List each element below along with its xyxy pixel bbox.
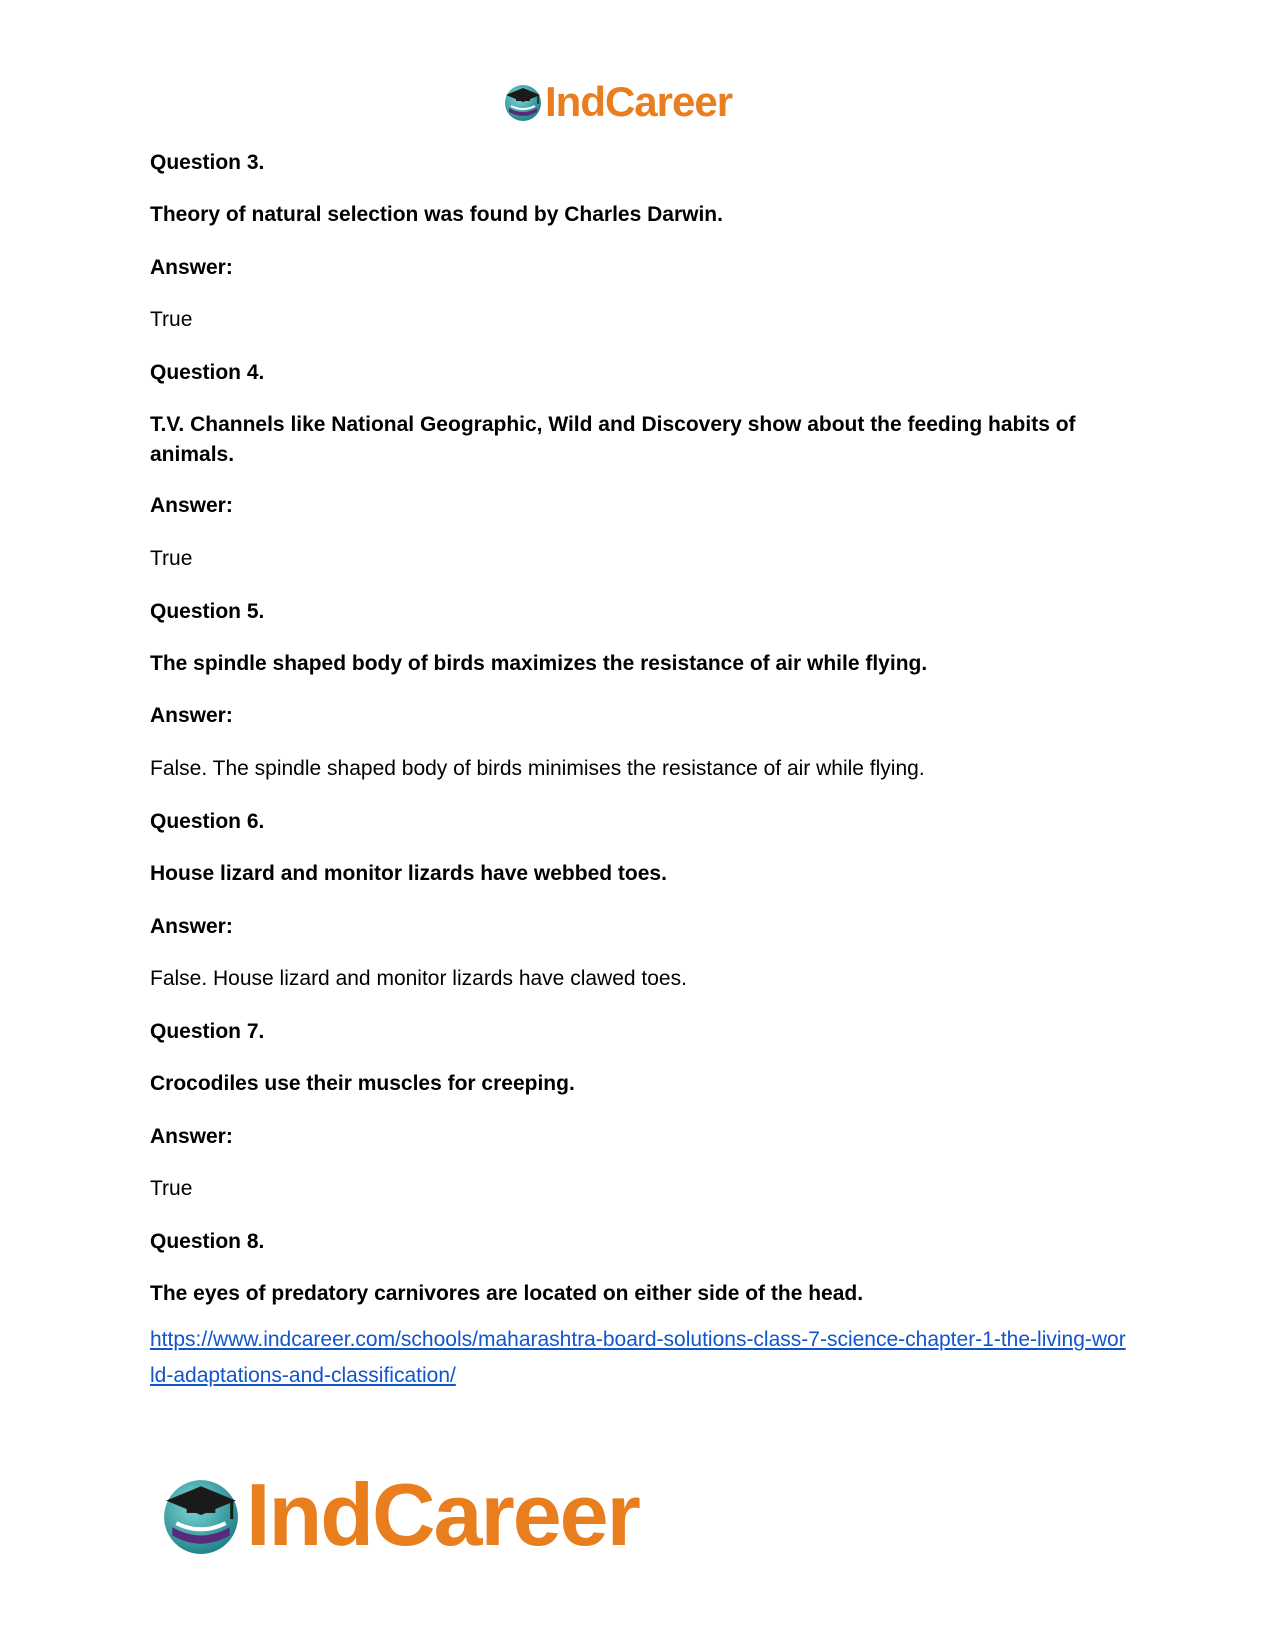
answer-text: True [150,308,193,331]
source-link[interactable]: https://www.indcareer.com/schools/maharashtra-board-solutions-class-7-science-chapter-1-the-living-world-adaptations-and-classification/ [150,1328,1126,1387]
question-label: Question 5. [150,600,265,623]
answer-text: False. The spindle shaped body of birds minimises the resistance of air while flying. [150,757,925,780]
logo-text: IndCareer [246,1465,639,1564]
answer-label: Answer: [150,256,233,279]
question-label: Question 8. [150,1230,265,1253]
answer-label: Answer: [150,915,233,938]
answer-text: False. House lizard and monitor lizards have clawed toes. [150,967,687,990]
question-text: Theory of natural selection was found by Charles Darwin. [150,203,723,226]
header-logo [503,80,732,124]
question-label: Question 4. [150,361,265,384]
logo-text: IndCareer [545,78,733,125]
answer-label: Answer: [150,704,233,727]
question-label: Question 6. [150,810,265,833]
question-text: Crocodiles use their muscles for creeping. [150,1072,575,1095]
answer-text: True [150,547,193,570]
question-text: T.V. Channels like National Geographic, Wild and Discovery show about the feeding habits of animals. [150,413,1076,466]
graduation-globe-icon [503,82,543,122]
question-label: Question 3. [150,151,265,174]
question-text: The spindle shaped body of birds maximizes the resistance of air while flying. [150,652,928,675]
footer-logo [160,1465,639,1564]
question-text: House lizard and monitor lizards have webbed toes. [150,862,667,885]
answer-text: True [150,1177,193,1200]
question-text: The eyes of predatory carnivores are located on either side of the head. [150,1282,864,1305]
graduation-globe-icon [160,1474,242,1556]
answer-label: Answer: [150,494,233,517]
question-label: Question 7. [150,1020,265,1043]
answer-label: Answer: [150,1125,233,1148]
